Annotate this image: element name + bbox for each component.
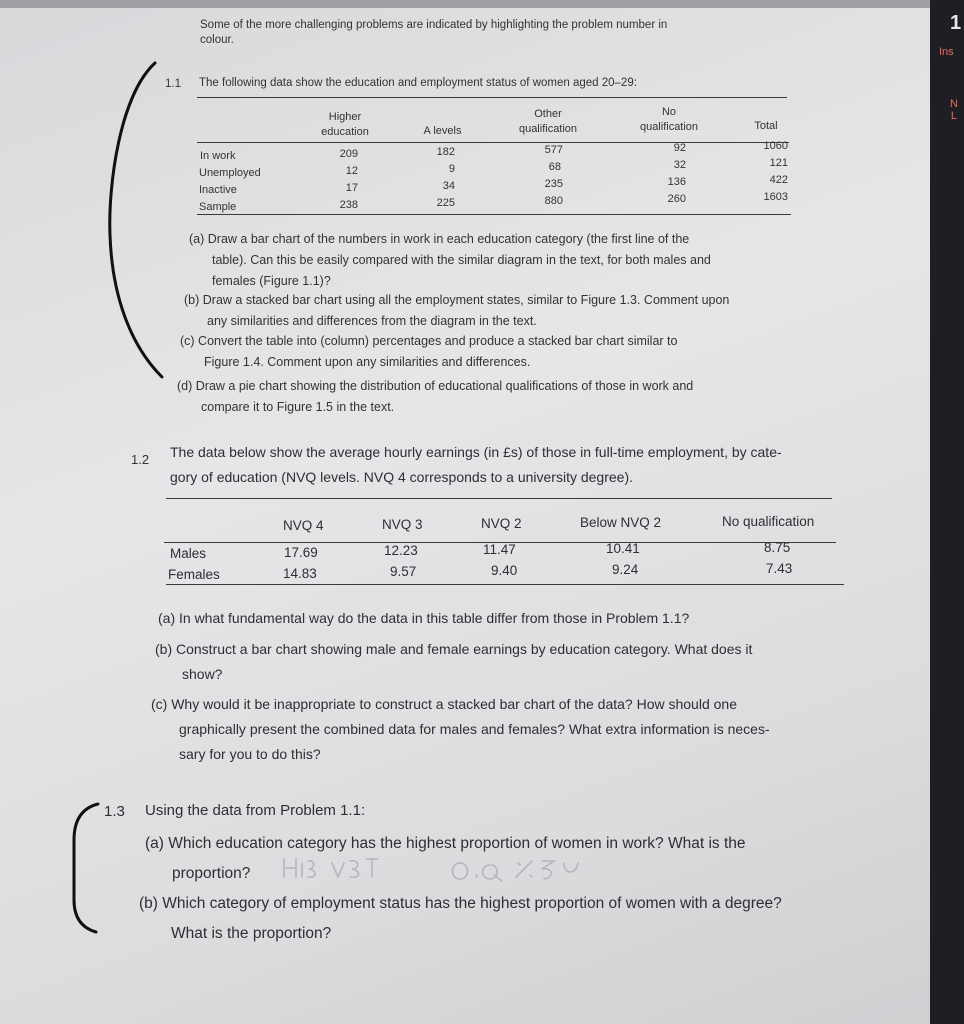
side-badge[interactable]: 1 (950, 12, 962, 34)
table-1-cell: 34 (442, 180, 455, 192)
table-1-cell: 880 (544, 195, 563, 207)
intro-line-1: Some of the more challenging problems are indicated by highlighting the problem number in (200, 19, 668, 31)
table-1-cell: 235 (544, 178, 563, 190)
table-2-cell: 7.43 (766, 561, 793, 576)
question-1-1-b: (b) Draw a stacked bar chart using all the employment states, similar to Figure 1.3. Comment upon any similarities and differences from the diagram in the text. (184, 293, 730, 328)
table-1-cell: 422 (769, 174, 788, 186)
table-1-bottom-rule (197, 214, 791, 215)
handwritten-scribble (280, 853, 610, 883)
question-1-3-b: (b) Which category of employment status has the highest proportion of women with a degree? What is the proportion? (139, 895, 782, 942)
handwritten-bracket-3 (60, 800, 110, 940)
problem-number-1-1: 1.1 (165, 78, 181, 90)
table-1-cell: 68 (548, 161, 561, 173)
table-2-cell: 17.69 (284, 545, 318, 560)
table-2-header: NVQ 4 (283, 518, 324, 533)
table-1-top-rule (197, 97, 787, 98)
table-2-cell: 9.24 (612, 562, 639, 577)
table-1-cell: 17 (345, 182, 358, 194)
table-2-cell: 8.75 (764, 540, 791, 555)
table-1-header-a-levels: A levels (423, 125, 462, 137)
table-1-cell: 1603 (763, 191, 788, 203)
problem-1-2-text: The data below show the average hourly earnings (in £s) of those in full-time employment, by cate- gory of education (NVQ levels. NVQ 4 corresponds to a university degree). (170, 444, 782, 485)
table-2-header: Below NVQ 2 (580, 515, 662, 530)
table-1-cell: 1060 (763, 140, 788, 152)
table-1-cell: 92 (673, 142, 686, 154)
table-2-header: NVQ 2 (481, 516, 522, 531)
table-1-row-label: Sample (199, 201, 237, 213)
side-panel (930, 0, 964, 1024)
top-strip (0, 0, 964, 8)
problem-number-1-2: 1.2 (131, 452, 150, 467)
table-1-cell: 260 (667, 193, 686, 205)
side-ins-label[interactable]: Ins (939, 46, 954, 58)
table-2-cell: 10.41 (606, 541, 640, 556)
table-1-header-no-qualification: No qualification (639, 106, 699, 133)
table-2-top-rule (166, 498, 832, 499)
table-1-header-higher-education: Higher education (321, 111, 369, 138)
problem-number-1-3: 1.3 (104, 803, 125, 820)
table-2-cell: 9.57 (390, 564, 417, 579)
table-1-header-other-qualification: Other qualification (518, 108, 578, 135)
table-1-cell: 121 (769, 157, 788, 169)
table-2-cell: 9.40 (491, 563, 518, 578)
table-1-cell: 238 (339, 199, 358, 211)
table-1-row-label: In work (200, 150, 236, 162)
question-1-1-d: (d) Draw a pie chart showing the distribution of educational qualifications of those in work and compare it to Figure 1.5 in the text. (177, 379, 694, 414)
table-2-header: NVQ 3 (382, 517, 423, 532)
table-2-header: No qualification (722, 514, 815, 529)
intro-text (200, 18, 667, 48)
table-1-header-rule (197, 142, 789, 143)
table-1-cell: 136 (667, 176, 686, 188)
question-1-1-a: (a) Draw a bar chart of the numbers in work in each education category (the first line of the table). Can this be easily compared with the similar diagram in the text, for both males and females (Figure 1.1)? (189, 232, 711, 288)
table-1-cell: 225 (436, 197, 455, 209)
problem-1-3-text: Using the data from Problem 1.1: (145, 802, 366, 819)
table-1-cell: 12 (345, 165, 358, 177)
table-1-row-label: Inactive (199, 184, 237, 196)
table-1-cell: 9 (448, 163, 455, 175)
problem-1-1-text: The following data show the education and employment status of women aged 20–29: (199, 77, 637, 89)
table-1-cell: 209 (339, 148, 358, 160)
table-2-cell: 11.47 (483, 542, 516, 557)
table-2-row-label: Males (170, 546, 207, 561)
table-1-cell: 182 (436, 146, 455, 158)
question-1-1-c: (c) Convert the table into (column) percentages and produce a stacked bar chart similar to Figure 1.4. Comment upon any similarities and differences. (180, 334, 678, 369)
table-2-cell: 12.23 (384, 543, 418, 558)
question-1-3-a: (a) Which education category has the highest proportion of women in work? What is the proportion? (145, 835, 746, 882)
handwritten-bracket-1 (100, 55, 170, 385)
table-1-header-total: Total (754, 120, 778, 132)
table-1-cell: 577 (544, 144, 563, 156)
question-1-2-a: (a) In what fundamental way do the data in this table differ from those in Problem 1.1? (158, 610, 690, 626)
table-2-cell: 14.83 (283, 566, 317, 581)
question-1-2-b: (b) Construct a bar chart showing male and female earnings by education category. What does it show? (155, 641, 753, 682)
side-nl-label[interactable]: N L (950, 98, 958, 122)
table-1-row-label: Unemployed (199, 167, 261, 179)
intro-line-2: colour. (200, 34, 234, 46)
table-2-row-label: Females (168, 567, 220, 582)
table-2-bottom-rule (166, 584, 844, 585)
table-1-cell: 32 (673, 159, 686, 171)
question-1-2-c: (c) Why would it be inappropriate to construct a stacked bar chart of the data? How should one graphically present the combined data for males and females? What extra information is neces- sary for you to do this? (151, 696, 770, 762)
